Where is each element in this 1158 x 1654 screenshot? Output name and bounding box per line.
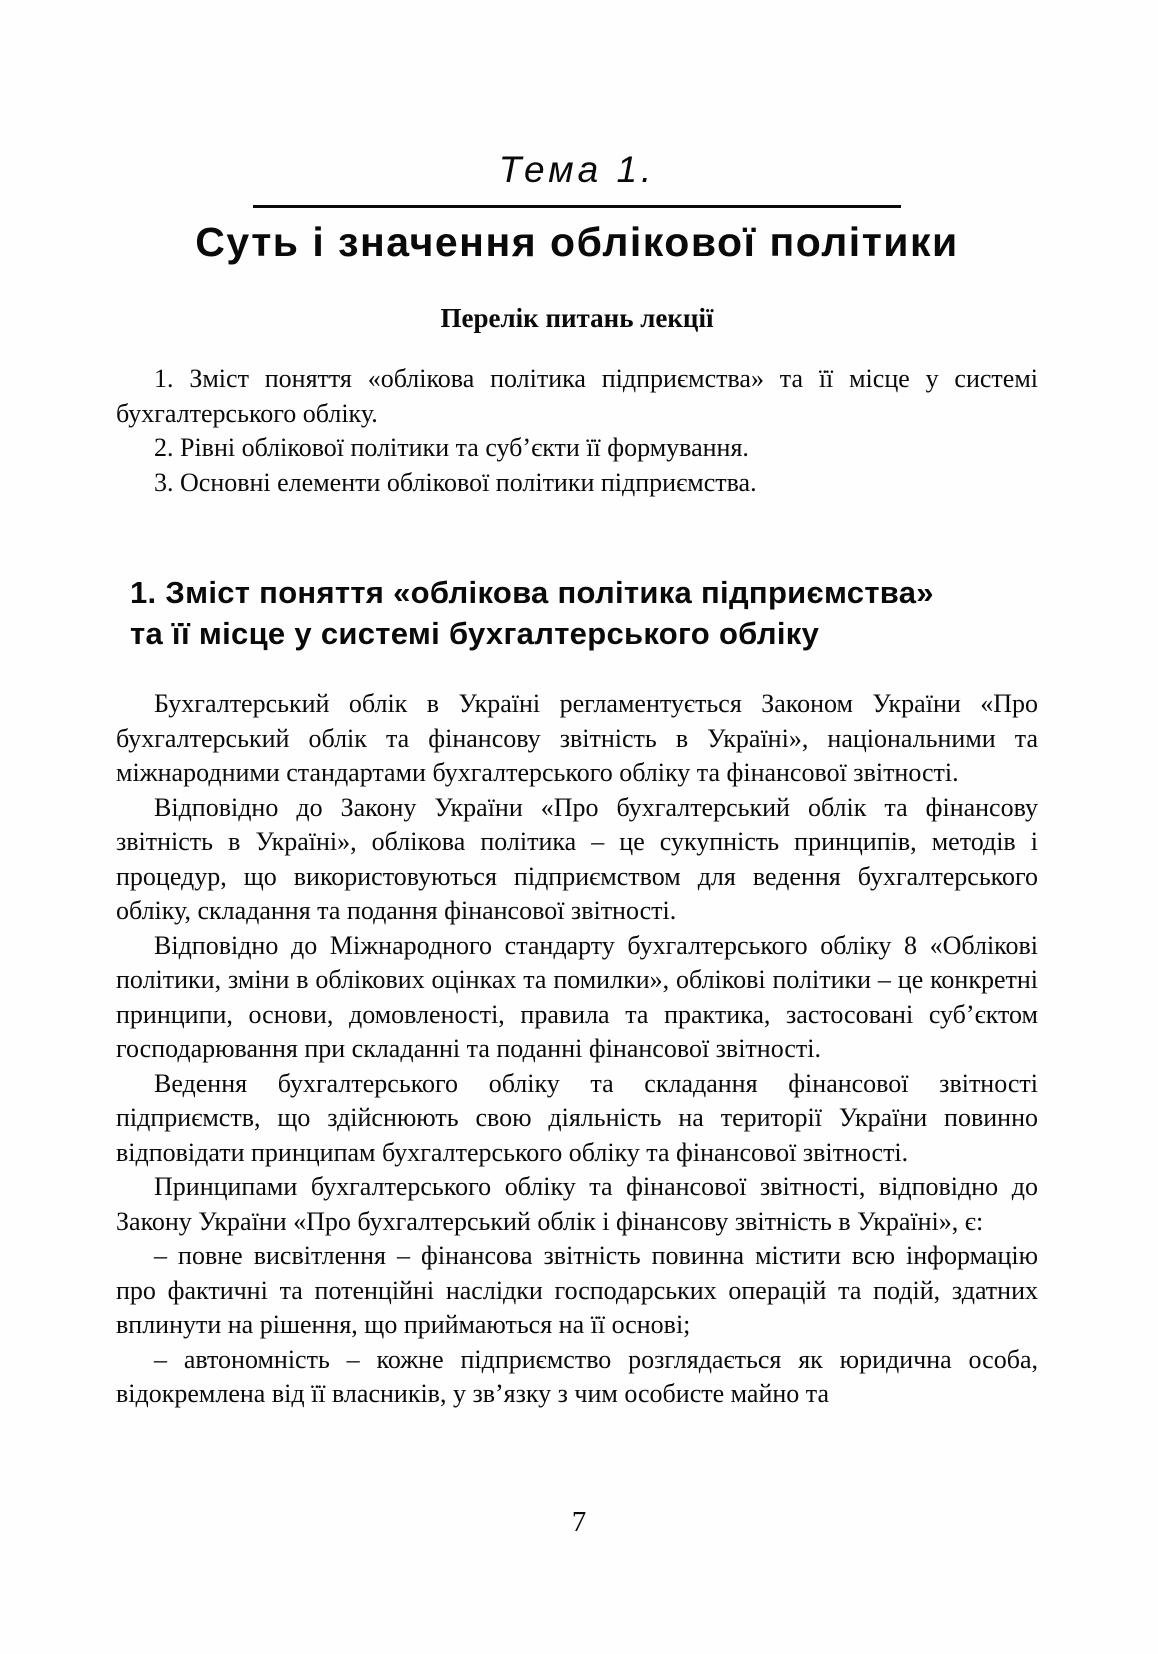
paragraph-reporting-must-follow-principles: Ведення бухгалтерського обліку та складання фінансової звітності підприємств, що здійснюють свою діяльність на території України повинно відповідати принципам бухгалтерського обліку та фінансової звітності. <box>116 1068 1038 1167</box>
paragraph-accounting-regulated-by-law: Бухгалтерський облік в Україні регламентується Законом України «Про бухгалтерський облік та фінансову звітність в Україні», національними та міжнародними стандартами бухгалтерського обліку та фінансової звітності. <box>116 689 1038 787</box>
lecture-question-1: 1. Зміст поняття «облікова політика підприємства» та її місце у системі бухгалтерського обліку. <box>116 364 1038 428</box>
principle-autonomy: – автономність – кожне підприємство розглядається як юридична особа, відокремлена від її власників, у зв’язку з чим особисте майно та <box>116 1344 1038 1408</box>
lecture-question-2: 2. Рівні облікової політики та суб’єкти її формування. <box>154 433 749 462</box>
paragraph-principles-intro: Принципами бухгалтерського обліку та фінансової звітності, відповідно до Закону України «Про бухгалтерський облік і фінансову звітність в Україні», є: <box>116 1172 1038 1236</box>
section-body <box>116 687 1038 1412</box>
paragraph-accounting-policy-definition-ias8: Відповідно до Міжнародного стандарту бухгалтерського обліку 8 «Облікові політики, зміни в облікових оцінках та помилки», облікові політики – це конкретні принципи, основи, домовленості, правила та практика, застосовані суб’єктом господарювання при складанні та поданні фінансової звітності. <box>116 930 1038 1063</box>
section-heading-line-2: та її місце у системі бухгалтерського обліку <box>130 616 820 651</box>
lecture-questions-heading: Перелік питань лекції <box>440 303 714 333</box>
lecture-question-3: 3. Основні елементи облікової політики підприємства. <box>154 467 757 497</box>
principle-full-disclosure: – повне висвітлення – фінансова звітність повинна містити всю інформацію про фактичні та потенційні наслідки господарських операцій та подій, здатних вплинути на рішення, що приймаються на її основі; <box>116 1241 1038 1339</box>
chapter-label: Тема 1. <box>498 149 656 190</box>
section-heading-line-1: 1. Зміст поняття «облікова політика підприємства» <box>130 575 934 610</box>
chapter-title: Суть і значення облікової політики <box>195 219 959 265</box>
paragraph-accounting-policy-definition-law: Відповідно до Закону України «Про бухгалтерський облік та фінансову звітність в Україні», облікова політика – це сукупність принципів, методів і процедур, що використовуються підприємством для ведення бухгалтерського обліку, складання та подання фінансової звітності. <box>116 792 1038 925</box>
title-rule <box>253 205 901 208</box>
lecture-questions-list <box>116 362 1038 500</box>
page-number: 7 <box>571 1506 587 1538</box>
section-heading <box>116 572 1038 654</box>
